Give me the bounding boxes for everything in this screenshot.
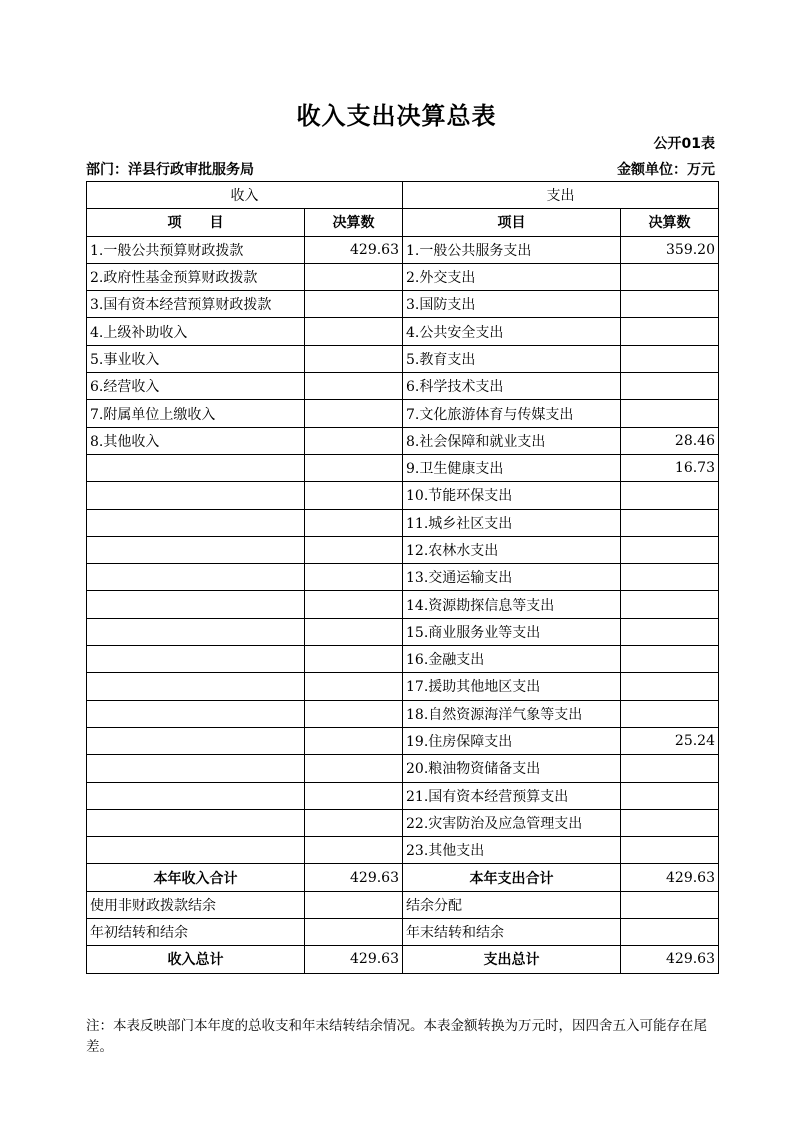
table-row (87, 646, 719, 673)
income-amount-cell (305, 646, 403, 673)
income-year-total-label: 本年收入合计 (87, 864, 305, 891)
expense-amount-cell (621, 318, 719, 345)
income-amount-cell (305, 427, 403, 454)
expense-grand-total-label: 支出总计 (403, 946, 621, 973)
expense-item-cell: 8.社会保障和就业支出 (403, 427, 621, 454)
income-amount-cell (305, 536, 403, 563)
expense-amount-cell (621, 782, 719, 809)
table-row (87, 591, 719, 618)
table-row (87, 536, 719, 563)
expense-item-cell: 18.自然资源海洋气象等支出 (403, 700, 621, 727)
expense-item-cell: 15.商业服务业等支出 (403, 618, 621, 645)
income-amount-cell (305, 454, 403, 481)
income-amount-cell (305, 591, 403, 618)
income-amount-cell (305, 564, 403, 591)
income-section-header: 收入 (87, 182, 403, 209)
expense-amount-cell (621, 400, 719, 427)
table-row (87, 673, 719, 700)
expense-amount-cell (621, 536, 719, 563)
expense-item-cell: 6.科学技术支出 (403, 373, 621, 400)
table-row (87, 782, 719, 809)
income-item-cell: 6.经营收入 (87, 373, 305, 400)
table-row (87, 345, 719, 372)
table-row (87, 564, 719, 591)
income-amount-cell (305, 291, 403, 318)
expense-amount-cell (621, 755, 719, 782)
expense-item-cell: 13.交通运输支出 (403, 564, 621, 591)
income-grand-total-label: 收入总计 (87, 946, 305, 973)
income-item-cell (87, 454, 305, 481)
income-amount-cell: 429.63 (305, 236, 403, 263)
income-extra1-value (305, 891, 403, 918)
expense-extra1-label: 结余分配 (403, 891, 621, 918)
expense-item-cell: 5.教育支出 (403, 345, 621, 372)
table-row (87, 263, 719, 290)
income-item-cell: 2.政府性基金预算财政拨款 (87, 263, 305, 290)
expense-amount-cell: 28.46 (621, 427, 719, 454)
expense-item-cell: 19.住房保障支出 (403, 727, 621, 754)
income-extra1-label: 使用非财政拨款结余 (87, 891, 305, 918)
income-amount-cell (305, 727, 403, 754)
income-item-cell (87, 727, 305, 754)
income-item-cell (87, 782, 305, 809)
income-amount-cell (305, 509, 403, 536)
table-row (87, 291, 719, 318)
amount-unit-label: 金额单位：万元 (617, 162, 715, 178)
expense-amount-cell: 16.73 (621, 454, 719, 481)
table-body (87, 182, 719, 864)
table-row (87, 427, 719, 454)
table-row (87, 373, 719, 400)
expense-item-cell: 9.卫生健康支出 (403, 454, 621, 481)
income-amount-cell (305, 673, 403, 700)
expense-item-cell: 20.粮油物资储备支出 (403, 755, 621, 782)
expense-extra2-value (621, 919, 719, 946)
expense-item-cell: 3.国防支出 (403, 291, 621, 318)
expense-extra2-label: 年末结转和结余 (403, 919, 621, 946)
income-item-cell (87, 536, 305, 563)
income-item-cell (87, 755, 305, 782)
table-row (87, 700, 719, 727)
form-id: 公开01表 (653, 136, 715, 152)
expense-amount-cell: 359.20 (621, 236, 719, 263)
year-total-row (87, 864, 719, 891)
income-item-cell: 7.附属单位上缴收入 (87, 400, 305, 427)
grand-total-row (87, 946, 719, 973)
income-extra2-label: 年初结转和结余 (87, 919, 305, 946)
expense-amount-header: 决算数 (621, 209, 719, 236)
expense-amount-cell (621, 291, 719, 318)
expense-amount-cell (621, 482, 719, 509)
income-amount-cell (305, 482, 403, 509)
expense-amount-cell (621, 809, 719, 836)
extra-row-2 (87, 919, 719, 946)
income-grand-total-value: 429.63 (305, 946, 403, 973)
expense-item-cell: 23.其他支出 (403, 837, 621, 864)
income-amount-header: 决算数 (305, 209, 403, 236)
income-amount-cell (305, 318, 403, 345)
income-amount-cell (305, 782, 403, 809)
expense-item-cell: 4.公共安全支出 (403, 318, 621, 345)
table-row (87, 318, 719, 345)
income-item-cell (87, 673, 305, 700)
expense-section-header: 支出 (403, 182, 719, 209)
table-row (87, 727, 719, 754)
expense-item-cell: 11.城乡社区支出 (403, 509, 621, 536)
table-row (87, 482, 719, 509)
expense-amount-cell (621, 837, 719, 864)
income-item-cell: 1.一般公共预算财政拨款 (87, 236, 305, 263)
income-item-cell: 4.上级补助收入 (87, 318, 305, 345)
footnote: 注：本表反映部门本年度的总收支和年末结转结余情况。本表金额转换为万元时，因四舍五入可能存在尾差。 (86, 1018, 707, 1055)
expense-amount-cell (621, 618, 719, 645)
income-expense-table (86, 181, 719, 974)
income-extra2-value (305, 919, 403, 946)
expense-item-cell: 14.资源勘探信息等支出 (403, 591, 621, 618)
expense-item-cell: 1.一般公共服务支出 (403, 236, 621, 263)
income-amount-cell (305, 345, 403, 372)
table-row (87, 837, 719, 864)
table-row (87, 755, 719, 782)
income-item-cell (87, 564, 305, 591)
expense-item-cell: 16.金融支出 (403, 646, 621, 673)
expense-amount-cell (621, 509, 719, 536)
expense-extra1-value (621, 891, 719, 918)
expense-item-cell: 2.外交支出 (403, 263, 621, 290)
income-amount-cell (305, 373, 403, 400)
income-amount-cell (305, 809, 403, 836)
expense-amount-cell (621, 263, 719, 290)
income-item-cell (87, 482, 305, 509)
expense-amount-cell (621, 373, 719, 400)
expense-amount-cell (621, 345, 719, 372)
expense-item-cell: 10.节能环保支出 (403, 482, 621, 509)
extra-row-1 (87, 891, 719, 918)
expense-amount-cell (621, 673, 719, 700)
income-item-cell: 3.国有资本经营预算财政拨款 (87, 291, 305, 318)
table-row (87, 454, 719, 481)
income-amount-cell (305, 263, 403, 290)
expense-amount-cell: 25.24 (621, 727, 719, 754)
expense-amount-cell (621, 700, 719, 727)
income-item-cell (87, 591, 305, 618)
income-item-cell (87, 837, 305, 864)
department-label: 部门：洋县行政审批服务局 (86, 162, 254, 178)
page-title: 收入支出决算总表 (296, 102, 497, 130)
income-item-cell (87, 809, 305, 836)
expense-amount-cell (621, 564, 719, 591)
expense-item-header: 项目 (403, 209, 621, 236)
income-item-cell (87, 509, 305, 536)
expense-item-cell: 22.灾害防治及应急管理支出 (403, 809, 621, 836)
section-header-row (87, 182, 719, 209)
table-row (87, 400, 719, 427)
table-row (87, 809, 719, 836)
expense-item-cell: 21.国有资本经营预算支出 (403, 782, 621, 809)
income-item-header: 项 目 (87, 209, 305, 236)
table-row (87, 618, 719, 645)
income-amount-cell (305, 837, 403, 864)
income-amount-cell (305, 400, 403, 427)
income-item-cell (87, 700, 305, 727)
income-amount-cell (305, 755, 403, 782)
income-amount-cell (305, 618, 403, 645)
table-row (87, 509, 719, 536)
expense-year-total-label: 本年支出合计 (403, 864, 621, 891)
income-item-cell (87, 618, 305, 645)
table-footer (87, 864, 719, 973)
income-amount-cell (305, 700, 403, 727)
income-item-cell: 5.事业收入 (87, 345, 305, 372)
income-item-cell (87, 646, 305, 673)
expense-item-cell: 12.农林水支出 (403, 536, 621, 563)
expense-item-cell: 17.援助其他地区支出 (403, 673, 621, 700)
table-row (87, 236, 719, 263)
expense-grand-total-value: 429.63 (621, 946, 719, 973)
expense-item-cell: 7.文化旅游体育与传媒支出 (403, 400, 621, 427)
income-year-total-value: 429.63 (305, 864, 403, 891)
expense-amount-cell (621, 591, 719, 618)
expense-year-total-value: 429.63 (621, 864, 719, 891)
income-item-cell: 8.其他收入 (87, 427, 305, 454)
expense-amount-cell (621, 646, 719, 673)
column-header-row (87, 209, 719, 236)
